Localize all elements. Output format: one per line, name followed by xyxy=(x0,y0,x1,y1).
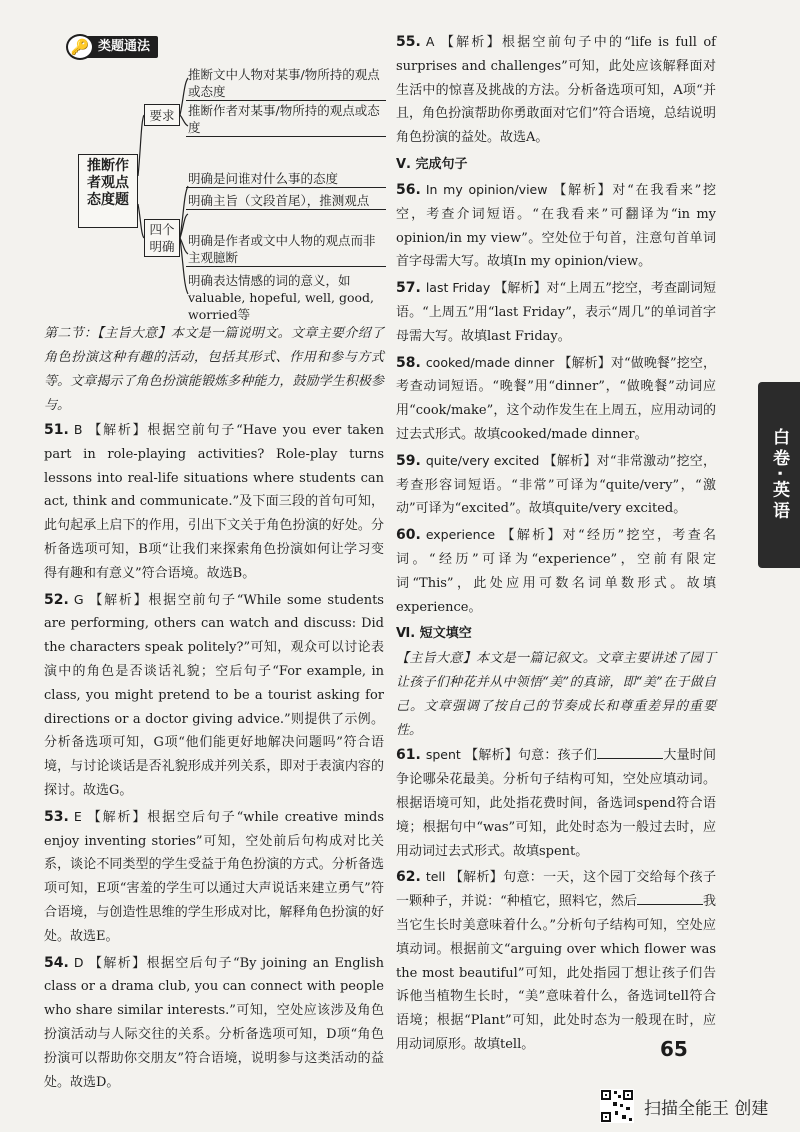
item-answer: A xyxy=(425,34,435,49)
item-55 xyxy=(396,30,716,150)
item-number: 60. xyxy=(396,527,421,544)
item-explanation: 【解析】对“非常激动”挖空，考查形容词短语。“非常”可译为“quite/very”，“激动”可译为“excited”。故填quite/very excited。 xyxy=(396,453,716,517)
item-answer: B xyxy=(73,422,83,437)
four-leaf-2: 明确主旨（文段首尾），推测观点 xyxy=(186,192,386,210)
item-60 xyxy=(396,523,716,619)
item-number: 57. xyxy=(396,280,421,297)
item-number: 52. xyxy=(44,591,69,608)
footer-text: 扫描全能王 创建 xyxy=(644,1098,769,1119)
item-explanation: 【解析】根据空前句子中的“life is full of surprises and challenges”可知，此处应该解释面对生活中的惊喜及挑战的方法。分析备选项可知，A项“并且，角色扮演帮助你勇敢面对它们”符合语境，总结说明角色扮演的益处。故选A。 xyxy=(396,35,716,146)
item-number: 62. xyxy=(396,869,421,886)
qr-code-icon xyxy=(600,1089,634,1123)
mind-map-root: 推断作者观点态度题 xyxy=(78,154,138,228)
item-number: 61. xyxy=(396,747,421,764)
item-62 xyxy=(396,865,716,1056)
req-leaf-2: 推断作者对某事/物所持的观点或态度 xyxy=(186,102,386,137)
category-title-text: 类题通法 xyxy=(98,39,151,54)
right-column xyxy=(396,30,716,1059)
item-answer: experience xyxy=(425,527,496,543)
branch-requirements: 要求 xyxy=(144,104,180,126)
item-explanation: 【解析】根据空后句子“while creative minds enjoy inventing stories”可知，空处前后句构成对比关系，谈论不同类型的学生受益于角色扮演的方式。分析备选项可知，E项“害羞的学生可以通过大声说话来建立勇气”符合语境，与创造性思维的学生形成对比，解释角色扮演的好处。故选E。 xyxy=(44,809,384,944)
mind-map xyxy=(44,36,384,322)
section6-intro: 【主旨大意】本文是一篇记叙文。文章主要讲述了园丁让孩子们种花并从中领悟“美”的真谛，即“美”在于做自己。文章强调了按自己的节奏成长和尊重差异的重要性。 xyxy=(396,651,716,739)
item-answer: last Friday xyxy=(425,280,491,296)
item-answer: quite/very excited xyxy=(425,452,540,468)
item-explanation: 【解析】对“在我看来”挖空，考查介词短语。“在我看来”可翻译为“in my opinion/in my view”。空处位于句首，注意句首单词首字母需大写。故填In my opinion/view。 xyxy=(396,182,716,270)
item-59 xyxy=(396,449,716,521)
item-number: 58. xyxy=(396,354,421,371)
fill-blank xyxy=(637,890,703,905)
four-leaf-1: 明确是问谁对什么事的态度 xyxy=(186,170,386,188)
item-answer: cooked/made dinner xyxy=(425,354,555,370)
item-58 xyxy=(396,351,716,447)
fill-blank xyxy=(597,744,663,759)
item-57 xyxy=(396,276,716,348)
item-answer: G xyxy=(73,591,84,607)
item-54 xyxy=(44,951,384,1095)
section-heading-5: Ⅴ. 完成句子 xyxy=(396,156,468,172)
section2-intro: 第二节：【主旨大意】本文是一篇说明文。文章主要介绍了角色扮演这种有趣的活动，包括其形式、作用和参与方式等。文章揭示了角色扮演能锻炼多种能力，鼓励学生积极参与。 xyxy=(44,326,384,413)
section-heading-6: Ⅵ. 短文填空 xyxy=(396,626,472,642)
item-61 xyxy=(396,743,716,863)
item-explanation-pre: 【解析】句意：一天，这个园丁交给每个孩子一颗种子，并说：“种植它，照料它，然后 xyxy=(396,870,716,910)
item-51 xyxy=(44,418,384,586)
item-explanation-pre: 【解析】句意：孩子们 xyxy=(465,748,598,764)
req-leaf-1: 推断文中人物对某事/物所持的观点或态度 xyxy=(186,66,386,101)
item-52 xyxy=(44,588,384,803)
item-number: 54. xyxy=(44,954,69,971)
item-number: 51. xyxy=(44,422,69,438)
item-number: 56. xyxy=(396,181,421,198)
item-explanation: 我当它生长时美意味着什么。”分析句子结构可知，空处应填动词。根据前文“arguing over which flower was the most beautiful”可知，此处指园丁想让孩子们告诉他当植物生长时，“美”意味着什么，备选词tell符合语境；根据“Plant”可知，此处时态为一般现在时，应用动词原形。故填tell。 xyxy=(396,894,716,1052)
left-column xyxy=(44,36,384,1096)
scanner-footer xyxy=(600,1086,768,1126)
item-explanation: 大量时间争论哪朵花最美。分析句子结构可知，空处应填动词。根据语境可知，此处指花费时间，备选词spend符合语境；根据句中“was”可知，此处时态为一般过去时，应用动词过去式形式。故填spent。 xyxy=(396,748,716,859)
item-explanation: 【解析】对“做晚餐”挖空，考查动词短语。“晚餐”用“dinner”，“做晚餐”动词应用“cook/make”，这个动作发生在上周五，应用动词的过去式形式。故填cooked/made dinner。 xyxy=(396,355,716,442)
key-icon: 🔑 xyxy=(66,34,94,60)
item-answer: spent xyxy=(425,747,461,763)
item-answer: tell xyxy=(425,869,446,885)
item-number: 59. xyxy=(396,452,421,469)
item-explanation: 【解析】对“经历”挖空，考查名词。“经历”可译为“experience”，空前有限定词“This”，此处应用可数名词单数形式。故填experience。 xyxy=(396,528,716,615)
item-explanation: 【解析】对“上周五”挖空，考查副词短语。“上周五”用“last Friday”，表示“周几”的单词首字母需大写。故填last Friday。 xyxy=(396,281,717,344)
item-explanation: 【解析】根据空前句子“Have you ever taken part in role-playing activities? Role-play turns lessons into real-life situations where students can act, think and communicate.”及下面三段的首句可知，此句起承上启下的作用，引出下文关于角色扮演的好处。分析备选项可知，B项“让我们来探索角色扮演如何让学习变得有趣和有意义”符合语境。故选B。 xyxy=(44,423,385,581)
item-answer: In my opinion/view xyxy=(425,181,548,197)
item-number: 55. xyxy=(396,34,421,50)
item-56 xyxy=(396,178,716,274)
item-53 xyxy=(44,805,384,949)
item-explanation: 【解析】根据空前句子“While some students are performing, others can watch and discuss: Did the characters speak politely?”可知，观众可以讨论表演中的角色是否谈话礼貌；空后句子“For example, in class, you might pretend to be a tourist asking for directions or a doctor giving advice.”则提供了示例。分析备选项可知，G项“他们能更好地解决问题吗”符合语境，与讨论谈话是否礼貌形成并列关系，即对于表演内容的探讨。故选G。 xyxy=(44,592,384,798)
four-leaf-4: 明确表达情感的词的意义，如valuable, hopeful, well, good, worried等 xyxy=(188,273,375,322)
page-number: 65 xyxy=(660,1037,688,1061)
category-title xyxy=(72,36,158,58)
branch-four-clarify: 四个明确 xyxy=(144,219,180,257)
item-explanation: 【解析】根据空后句子“By joining an English class or a drama club, you can connect with people who share similar interests.”可知，空处应该涉及角色扮演活动与人际交往的关系。分析备选项可知，D项“角色扮演可以帮助你交朋友”符合语境，说明参与这类活动的益处。故选D。 xyxy=(44,955,384,1090)
item-answer: E xyxy=(73,808,82,824)
side-tab: 白卷·英语 xyxy=(758,382,800,568)
item-answer: D xyxy=(73,954,84,970)
four-leaf-3: 明确是作者或文中人物的观点而非主观臆断 xyxy=(186,232,386,267)
item-number: 53. xyxy=(44,808,69,825)
